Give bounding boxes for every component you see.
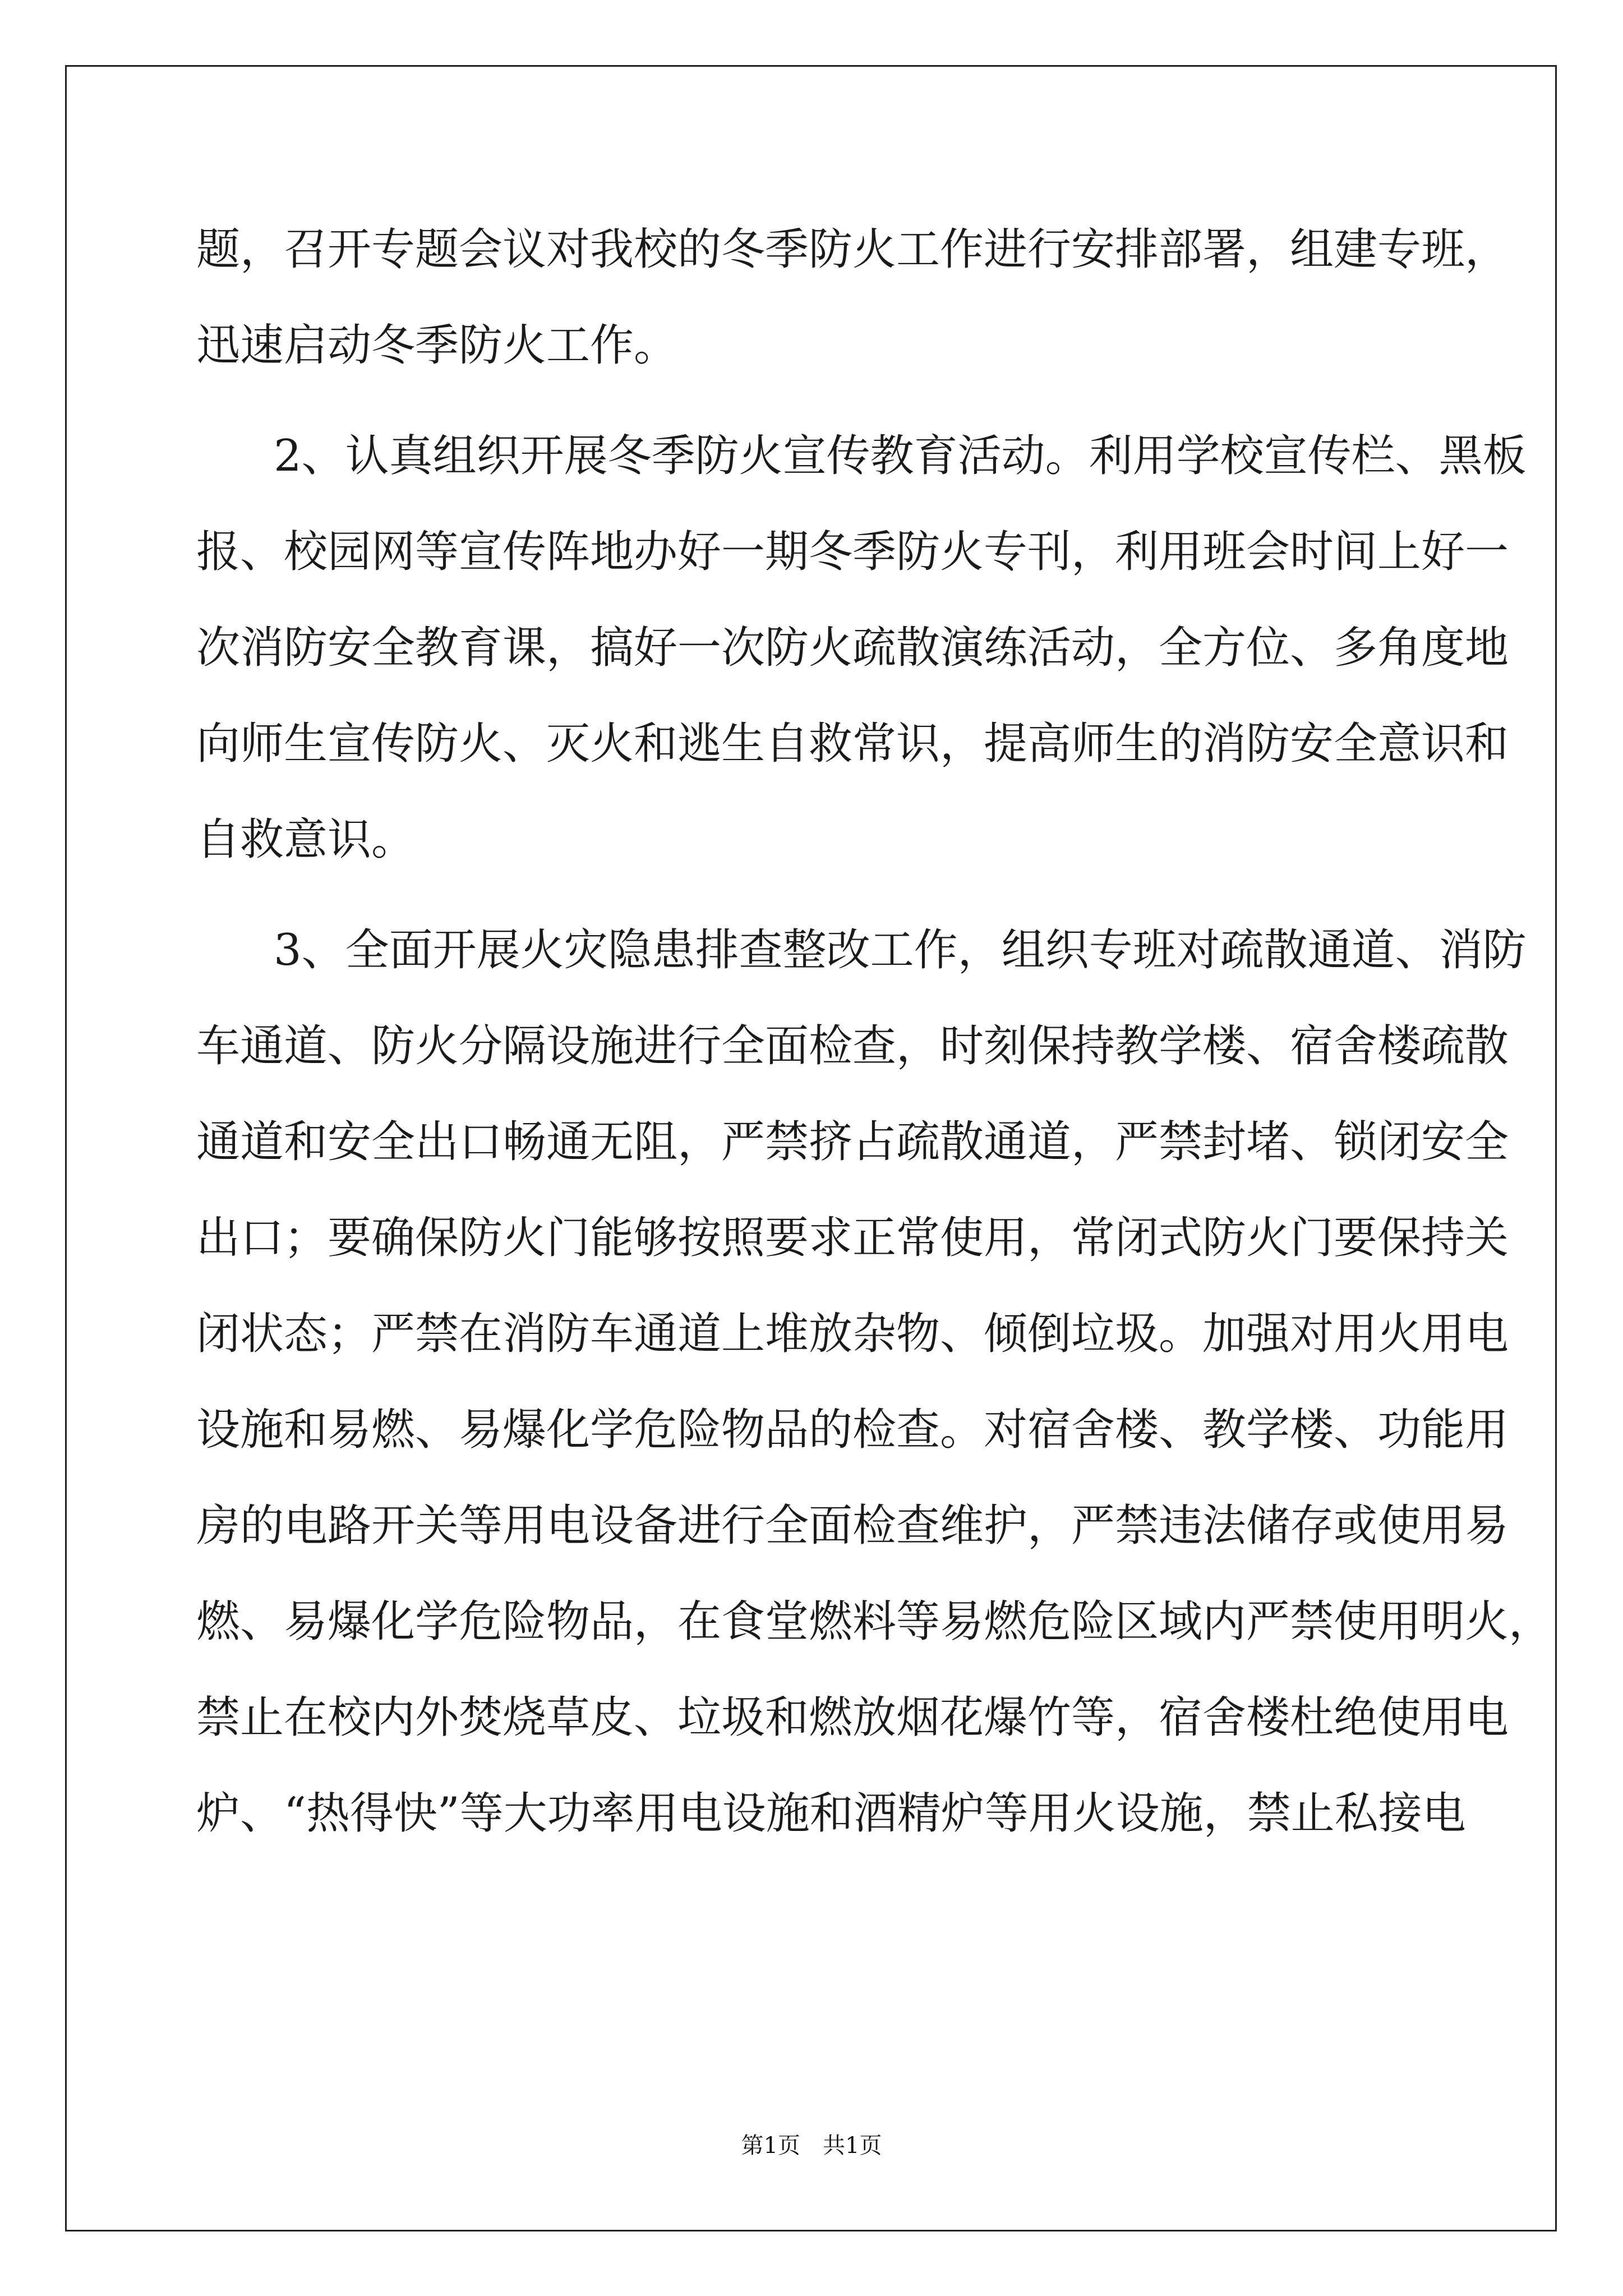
page-number: 第1页 (741, 2133, 800, 2159)
text-line: 次消防安全教育课，搞好一次防火疏散演练活动，全方位、多角度地 (196, 623, 1509, 673)
text-line: 炉、“热得快”等大功率用电设施和酒精炉等用火设施，禁止私接电 (196, 1788, 1466, 1839)
page-total: 共1页 (823, 2133, 882, 2159)
text-line: 报、校园网等宣传阵地办好一期冬季防火专刊，利用班会时间上好一 (196, 527, 1509, 577)
document-body (196, 202, 1553, 1862)
text-line: 向师生宣传防火、灭火和逃生自救常识，提高师生的消防安全意识和 (196, 719, 1509, 769)
text-line: 设施和易燃、易爆化学危险物品的检查。对宿舍楼、教学楼、功能用 (196, 1405, 1509, 1455)
text-line: 禁止在校内外焚烧草皮、垃圾和燃放烟花爆竹等，宿舍楼杜绝使用电 (196, 1692, 1509, 1743)
page-footer (0, 2129, 1623, 2162)
text-line: 房的电路开关等用电设备进行全面检查维护，严禁违法储存或使用易 (196, 1501, 1509, 1551)
text-line: 闭状态；严禁在消防车通道上堆放杂物、倾倒垃圾。加强对用火用电 (196, 1309, 1509, 1359)
text-line: 自救意识。 (196, 815, 416, 865)
text-line: 通道和安全出口畅通无阻，严禁挤占疏散通道，严禁封堵、锁闭安全 (196, 1117, 1509, 1167)
text-line: 车通道、防火分隔设施进行全面检查，时刻保持教学楼、宿舍楼疏散 (196, 1021, 1509, 1071)
text-line: 迅速启动冬季防火工作。 (196, 320, 678, 371)
text-line: 燃、易爆化学危险物品，在食堂燃料等易燃危险区域内严禁使用明火， (196, 1596, 1553, 1647)
text-line: 题，召开专题会议对我校的冬季防火工作进行安排部署，组建专班， (196, 224, 1509, 275)
text-line: 出口；要确保防火门能够按照要求正常使用，常闭式防火门要保持关 (196, 1213, 1509, 1263)
text-line: 2、认真组织开展冬季防火宣传教育活动。利用学校宣传栏、黑板 (274, 431, 1527, 481)
text-line: 3、全面开展火灾隐患排查整改工作，组织专班对疏散通道、消防 (274, 925, 1527, 976)
